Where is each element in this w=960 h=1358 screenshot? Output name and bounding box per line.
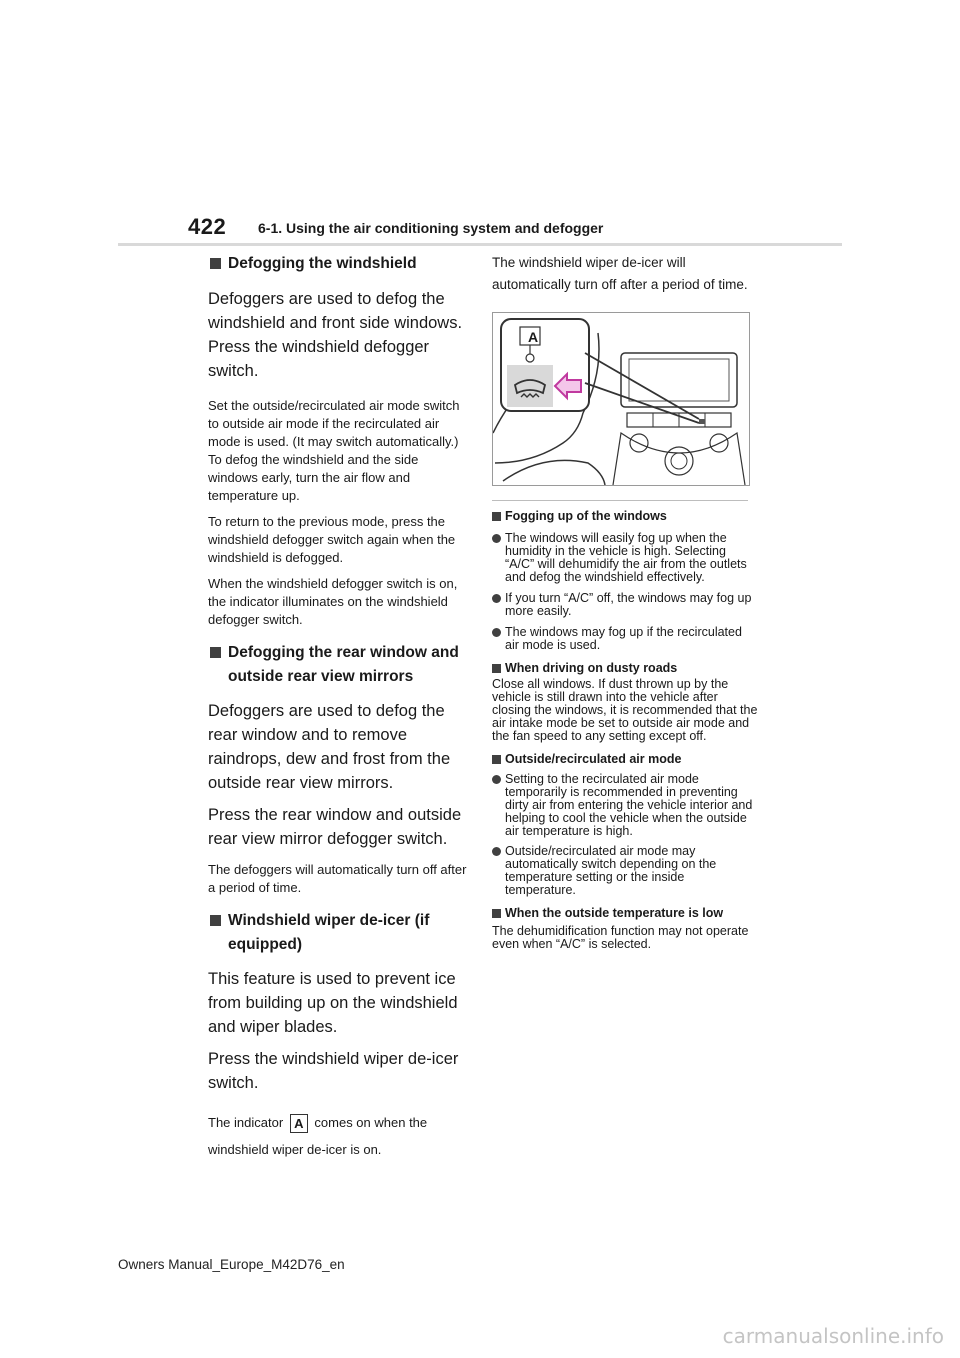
heading-outside-temp-low (492, 906, 758, 921)
bullet-dot-icon (492, 775, 501, 784)
figure-divider (492, 500, 748, 501)
right-column (492, 252, 758, 951)
heading-text: Defogging the rear window and outside rear view mirrors (228, 644, 459, 685)
heading-square-icon (492, 909, 501, 918)
heading-air-mode (492, 752, 758, 767)
paragraph: Close all windows. If dust thrown up by the vehicle is still drawn into the vehicle after closing the windows, it is recommended that the air intake mode be set to outside air mode and the fan speed to any setting except off. (492, 677, 758, 743)
paragraph: The dehumidification function may not operate even when “A/C” is selected. (492, 924, 749, 951)
heading-fogging-windows (492, 509, 758, 524)
paragraph: Press the windshield wiper de-icer switch. (208, 1050, 459, 1092)
heading-text: Windshield wiper de-icer (if equipped) (228, 912, 430, 953)
heading-text: Defogging the windshield (228, 255, 417, 272)
figure-label-a: A (527, 329, 539, 345)
section-title: 6-1. Using the air conditioning system and defogger (258, 220, 604, 236)
left-column (208, 252, 470, 1163)
note: When the windshield defogger switch is on, the indicator illuminates on the windshield defogger switch. (208, 576, 458, 627)
note-text: comes on when the windshield wiper de-icer is on. (208, 1115, 428, 1157)
bullet-dot-icon (492, 847, 501, 856)
bullet-text: If you turn “A/C” off, the windows may fog up more easily. (505, 591, 752, 618)
paragraph: Defoggers are used to defog the windshield and front side windows. (208, 290, 463, 332)
note-indicator (208, 1109, 470, 1163)
bullet-item (492, 845, 758, 897)
heading-square-icon (492, 755, 501, 764)
heading-defogging-windshield (208, 252, 470, 276)
heading-text: Fogging up of the windows (505, 509, 667, 523)
bullet-dot-icon (492, 628, 501, 637)
bullet-item (492, 773, 758, 838)
note-text: The indicator (208, 1115, 284, 1130)
bullet-text: The windows may fog up if the recirculated air mode is used. (505, 625, 742, 652)
watermark: carmanualsonline.info (722, 1324, 944, 1348)
heading-wiper-de-icer (208, 909, 470, 957)
note: Set the outside/recirculated air mode switch to outside air mode if the recirculated air mode is used. (It may switch automatically.) (208, 398, 460, 449)
heading-square-icon (210, 647, 221, 658)
bullet-text: The windows will easily fog up when the humidity in the vehicle is high. Selecting “A/C” will dehumidify the air from the outlets and defog the windshield effectively. (505, 531, 747, 584)
paragraph: Press the windshield defogger switch. (208, 338, 430, 380)
heading-square-icon (492, 512, 501, 521)
note: To return to the previous mode, press the windshield defogger switch again when the windshield is defogged. (208, 514, 456, 565)
heading-square-icon (210, 915, 221, 926)
bullet-item (492, 532, 758, 584)
note: The defoggers will automatically turn off after a period of time. (208, 862, 467, 895)
heading-dusty-roads (492, 661, 758, 676)
bullet-item (492, 626, 758, 652)
paragraph: Defoggers are used to defog the rear window and to remove raindrops, dew and frost from the outside rear view mirrors. (208, 702, 451, 792)
heading-text: When the outside temperature is low (505, 906, 724, 920)
header-divider (118, 243, 842, 246)
page-number: 422 (188, 214, 227, 239)
paragraph: Press the rear window and outside rear view mirror defogger switch. (208, 806, 462, 848)
heading-square-icon (210, 258, 221, 269)
bullet-text: Setting to the recirculated air mode temporarily is recommended in preventing dirty air from entering the vehicle interior and helping to cool the vehicle when the outside air temperature is high. (505, 772, 753, 838)
paragraph: This feature is used to prevent ice from building up on the windshield and wiper blades. (208, 970, 458, 1036)
note: To defog the windshield and the side windows early, turn the air flow and temperature up. (208, 452, 419, 503)
de-icer-switch-illustration (492, 312, 750, 486)
heading-square-icon (492, 664, 501, 673)
bullet-dot-icon (492, 594, 501, 603)
bullet-item (492, 592, 758, 618)
heading-text: Outside/recirculated air mode (505, 752, 682, 766)
label-a-badge: A (290, 1114, 308, 1133)
heading-text: When driving on dusty roads (505, 661, 678, 675)
bullet-text: Outside/recirculated air mode may automatically switch depending on the temperature setting or the inside temperature. (505, 844, 717, 897)
paragraph: The windshield wiper de-icer will automatically turn off after a period of time. (492, 255, 748, 292)
footer-manual-id: Owners Manual_Europe_M42D76_en (118, 1257, 345, 1272)
heading-defogging-rear-window (208, 641, 470, 689)
bullet-dot-icon (492, 534, 501, 543)
